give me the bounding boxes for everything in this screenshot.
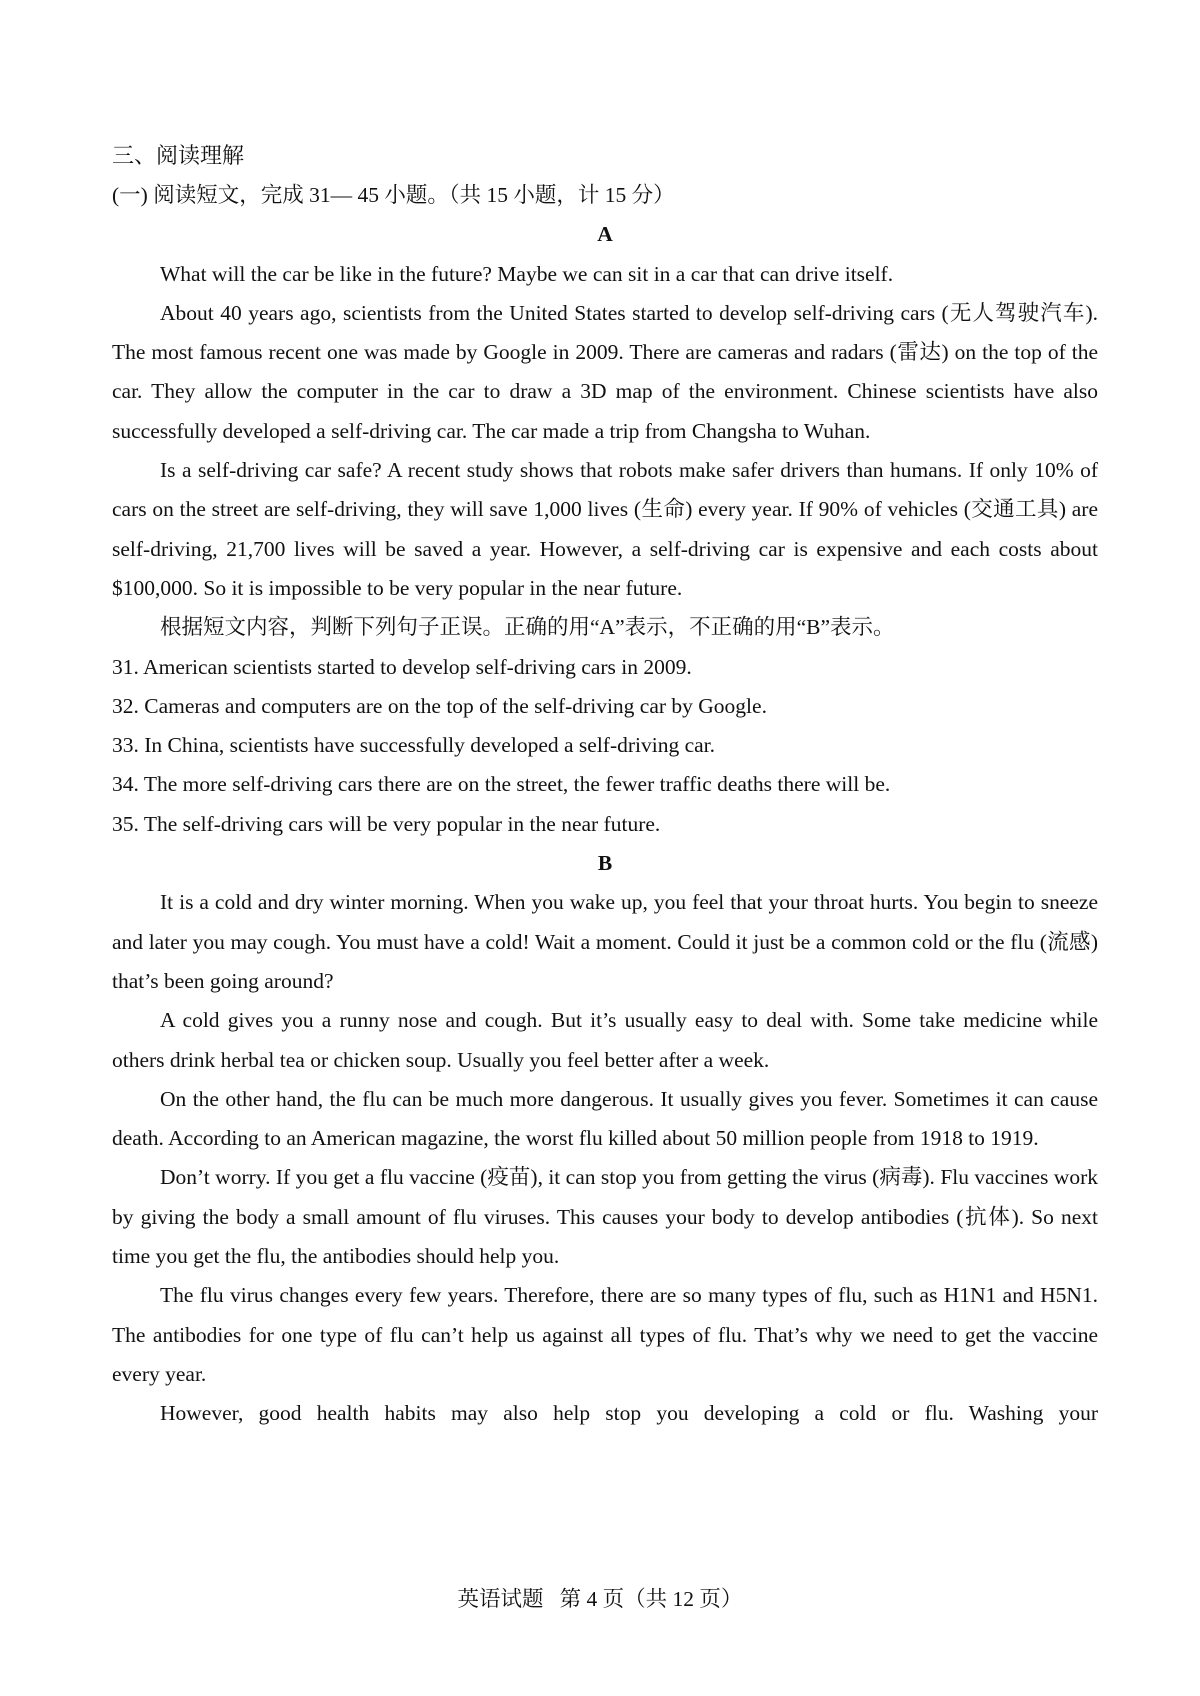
passage-b-paragraph-2: A cold gives you a runny nose and cough. But it’s usually easy to deal with. Some take medicine while others drink herbal tea or chicken soup. Usually you feel better after a week. (112, 1008, 1098, 1072)
passage-a-paragraph-2: About 40 years ago, scientists from the United States started to develop self-driving cars (无人驾驶汽车). The most famous recent one was made by Google in 2009. There are cameras and radars (雷达) on the top of the car. They allow the computer in the car to draw a 3D map of the environment. Chinese scientists have also successfully developed a self-driving car. The car made a trip from Changsha to Wuhan. (112, 300, 1098, 443)
exam-page (112, 136, 1098, 1434)
section-title: 三、阅读理解 (112, 143, 245, 168)
passage-a-paragraph-1: What will the car be like in the future? Maybe we can sit in a car that can drive itself. (160, 261, 894, 286)
passage-a-task-instruction: 根据短文内容，判断下列句子正误。正确的用“A”表示，不正确的用“B”表示。 (160, 615, 895, 640)
question-34: 34. The more self-driving cars there are on the street, the fewer traffic deaths there will be. (112, 772, 891, 797)
passage-a-paragraph-3: Is a self-driving car safe? A recent study shows that robots make safer drivers than humans. If only 10% of cars on the street are self-driving, they will save 1,000 lives (生命) every year. If 90% of vehicles (交通工具) are self-driving, 21,700 lives will be saved a year. However, a self-driving car is expensive and each costs about $100,000. So it is impossible to be very popular in the near future. (112, 458, 1098, 600)
passage-b-paragraph-6: However, good health habits may also help stop you developing a cold or flu. Washing your (160, 1401, 1098, 1426)
section-instruction: (一) 阅读短文，完成 31— 45 小题。（共 15 小题，计 15 分） (112, 183, 675, 207)
question-33: 33. In China, scientists have successfully developed a self-driving car. (112, 733, 716, 758)
passage-b-paragraph-1: It is a cold and dry winter morning. When you wake up, you feel that your throat hurts. You begin to sneeze and later you may cough. You must have a cold! Wait a moment. Could it just be a common cold or the flu (流感) that’s been going around? (112, 890, 1098, 993)
passage-a-label: A (597, 222, 613, 247)
question-31: 31. American scientists started to develop self-driving cars in 2009. (112, 654, 692, 679)
question-35: 35. The self-driving cars will be very popular in the near future. (112, 811, 661, 836)
question-32: 32. Cameras and computers are on the top of the self-driving car by Google. (112, 693, 767, 718)
passage-b-label: B (597, 851, 613, 876)
passage-b-paragraph-3: On the other hand, the flu can be much more dangerous. It usually gives you fever. Sometimes it can cause death. According to an American magazine, the worst flu killed about 50 million people from 1918 to 1919. (112, 1086, 1098, 1151)
passage-b-paragraph-4: Don’t worry. If you get a flu vaccine (疫苗), it can stop you from getting the virus (病毒). Flu vaccines work by giving the body a small amount of flu viruses. This causes your body to develop antibodies (抗体). So next time you get the flu, the antibodies should help you. (112, 1165, 1098, 1269)
page-footer: 英语试题 第 4 页（共 12 页） (457, 1587, 743, 1611)
passage-b-paragraph-5: The flu virus changes every few years. Therefore, there are so many types of flu, such as H1N1 and H5N1. The antibodies for one type of flu can’t help us against all types of flu. That’s why we need to get the vaccine every year. (112, 1283, 1098, 1386)
